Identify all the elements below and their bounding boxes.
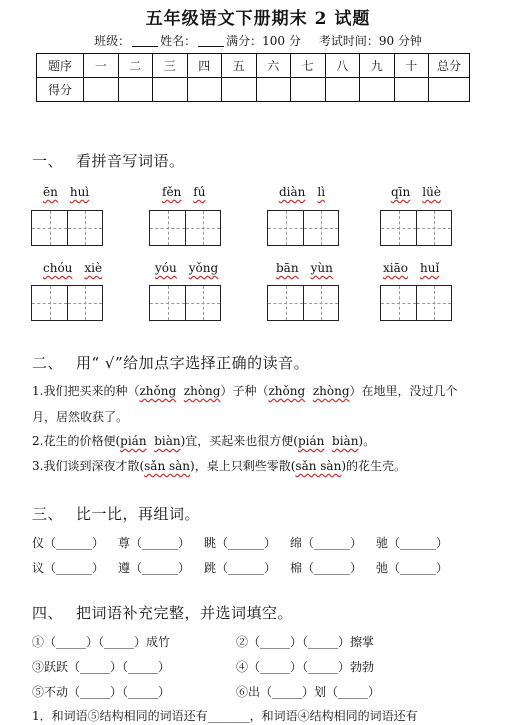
- section-3-number: 三、: [32, 505, 64, 523]
- score-col-9: 九: [360, 54, 395, 78]
- student-info-line: [0, 32, 516, 49]
- score-col-10: 十: [394, 54, 429, 78]
- section-2-heading: [32, 352, 309, 373]
- word-blank[interactable]: 驰（______）: [376, 536, 449, 550]
- score-cell[interactable]: [222, 78, 257, 102]
- idiom-blank[interactable]: ⑤不动（_____）（_____）: [32, 685, 171, 699]
- pinyin-option[interactable]: sǎn sàn: [295, 459, 342, 473]
- writing-grid-8[interactable]: [380, 285, 452, 321]
- word-blank[interactable]: 尊（______）: [118, 536, 191, 550]
- idiom-blank[interactable]: ③跃跃（_____）（_____）: [32, 660, 171, 674]
- score-table-score-row: [37, 78, 470, 102]
- score-cell[interactable]: [118, 78, 153, 102]
- score-row-label: 得分: [37, 78, 84, 102]
- score-cell[interactable]: [325, 78, 360, 102]
- writing-grid-1[interactable]: [31, 210, 103, 246]
- score-cell[interactable]: [360, 78, 395, 102]
- idiom-blank[interactable]: ④（_____）（_____）勃勃: [236, 660, 375, 674]
- name-label: 姓名：: [160, 34, 197, 48]
- pinyin-option[interactable]: biàn: [332, 434, 359, 448]
- writing-grid-7[interactable]: [267, 285, 339, 321]
- section-2-line-2: 月，居然收获了。: [32, 410, 129, 424]
- full-score: 满分：100 分: [226, 34, 301, 48]
- word-blank[interactable]: 弛（______）: [376, 561, 449, 575]
- score-table-header-row: [37, 54, 470, 78]
- pinyin-item-7: bān yùn: [276, 261, 333, 275]
- word-blank[interactable]: 议（______）: [32, 561, 105, 575]
- score-col-label: 题序: [37, 54, 84, 78]
- pinyin-item-4: qīn lüè: [391, 185, 441, 199]
- page-title: 五年级语文下册期末 2 试题: [145, 9, 371, 29]
- pinyin-item-8: xiāo huǐ: [383, 261, 440, 275]
- score-cell[interactable]: [291, 78, 326, 102]
- class-blank[interactable]: [132, 34, 158, 47]
- word-blank[interactable]: 跳（______）: [204, 561, 277, 575]
- section-4-question-1[interactable]: 1．和词语⑤结构相同的词语还有_______，和词语④结构相同的词语还有: [32, 709, 418, 723]
- pinyin-option[interactable]: pián: [120, 434, 147, 448]
- section-4-heading: [32, 602, 293, 623]
- pinyin-option[interactable]: zhòng: [312, 384, 350, 398]
- score-cell[interactable]: [256, 78, 291, 102]
- writing-grid-2[interactable]: [149, 210, 221, 246]
- idiom-row-2: [32, 658, 492, 675]
- section-2-title: 用“ √”给加点字选择正确的读音。: [76, 354, 310, 372]
- score-col-1: 一: [84, 54, 119, 78]
- score-col-5: 五: [222, 54, 257, 78]
- pinyin-item-2: fěn fú: [162, 185, 206, 199]
- exam-time: 考试时间：90 分钟: [318, 34, 422, 48]
- writing-grid-5[interactable]: [31, 285, 103, 321]
- score-col-4: 四: [187, 54, 222, 78]
- word-pair-row-2: [32, 559, 492, 576]
- score-cell[interactable]: [394, 78, 429, 102]
- section-2-line-1: 1.我们把买来的种（zhǒng zhòng）子种（zhǒng zhòng）在地里，没过几个: [32, 384, 458, 398]
- score-cell-total[interactable]: [429, 78, 470, 102]
- idiom-blank[interactable]: ①（_____）（_____）成竹: [32, 635, 171, 649]
- section-3-title: 比一比，再组词。: [76, 505, 201, 523]
- section-3-heading: [32, 503, 200, 524]
- idiom-row-1: [32, 633, 492, 650]
- section-4-title: 把词语补充完整，并选词填空。: [76, 604, 294, 622]
- score-col-7: 七: [291, 54, 326, 78]
- word-blank[interactable]: 棉（______）: [290, 561, 363, 575]
- score-col-6: 六: [256, 54, 291, 78]
- pinyin-option[interactable]: sǎn sàn: [144, 459, 191, 473]
- idiom-row-3: [32, 683, 492, 700]
- pinyin-item-6: yóu yǒng: [155, 261, 219, 275]
- writing-grid-3[interactable]: [267, 210, 339, 246]
- section-2-line-3: 2.花生的价格便(pián biàn)宜，买起来也很方便(pián biàn)。: [32, 434, 376, 448]
- pinyin-option[interactable]: zhòng: [183, 384, 221, 398]
- pinyin-option[interactable]: zhǒng: [139, 384, 177, 398]
- score-cell[interactable]: [153, 78, 188, 102]
- word-blank[interactable]: 遵（______）: [118, 561, 191, 575]
- score-table: [36, 53, 470, 102]
- section-1-heading: [32, 150, 185, 171]
- class-label: 班级：: [94, 34, 131, 48]
- word-pair-row-1: [32, 534, 492, 551]
- pinyin-item-5: chóu xiè: [43, 261, 103, 275]
- section-4-number: 四、: [32, 604, 64, 622]
- score-col-total: 总分: [429, 54, 470, 78]
- pinyin-option[interactable]: biàn: [154, 434, 181, 448]
- score-col-2: 二: [118, 54, 153, 78]
- section-1-title: 看拼音写词语。: [76, 152, 185, 170]
- writing-grid-6[interactable]: [149, 285, 221, 321]
- section-2-number: 二、: [32, 354, 64, 372]
- score-col-8: 八: [325, 54, 360, 78]
- score-cell[interactable]: [187, 78, 222, 102]
- score-cell[interactable]: [84, 78, 119, 102]
- name-blank[interactable]: [198, 34, 224, 47]
- pinyin-option[interactable]: pián: [297, 434, 325, 448]
- word-blank[interactable]: 仪（______）: [32, 536, 105, 550]
- idiom-blank[interactable]: ⑥出（_____）划（_____）: [236, 685, 381, 699]
- word-blank[interactable]: 绵（______）: [290, 536, 363, 550]
- section-1-number: 一、: [32, 152, 64, 170]
- word-blank[interactable]: 眺（______）: [204, 536, 277, 550]
- idiom-blank[interactable]: ②（_____）（_____）擦掌: [236, 635, 375, 649]
- pinyin-item-1: ēn huì: [43, 185, 90, 199]
- writing-grid-4[interactable]: [380, 210, 452, 246]
- pinyin-option[interactable]: zhǒng: [268, 384, 306, 398]
- section-2-line-4: 3.我们谈到深夜才散(sǎn sàn)，桌上只剩些零散(sǎn sàn)的花生壳。: [32, 459, 407, 473]
- pinyin-item-3: diàn lì: [279, 185, 326, 199]
- score-col-3: 三: [153, 54, 188, 78]
